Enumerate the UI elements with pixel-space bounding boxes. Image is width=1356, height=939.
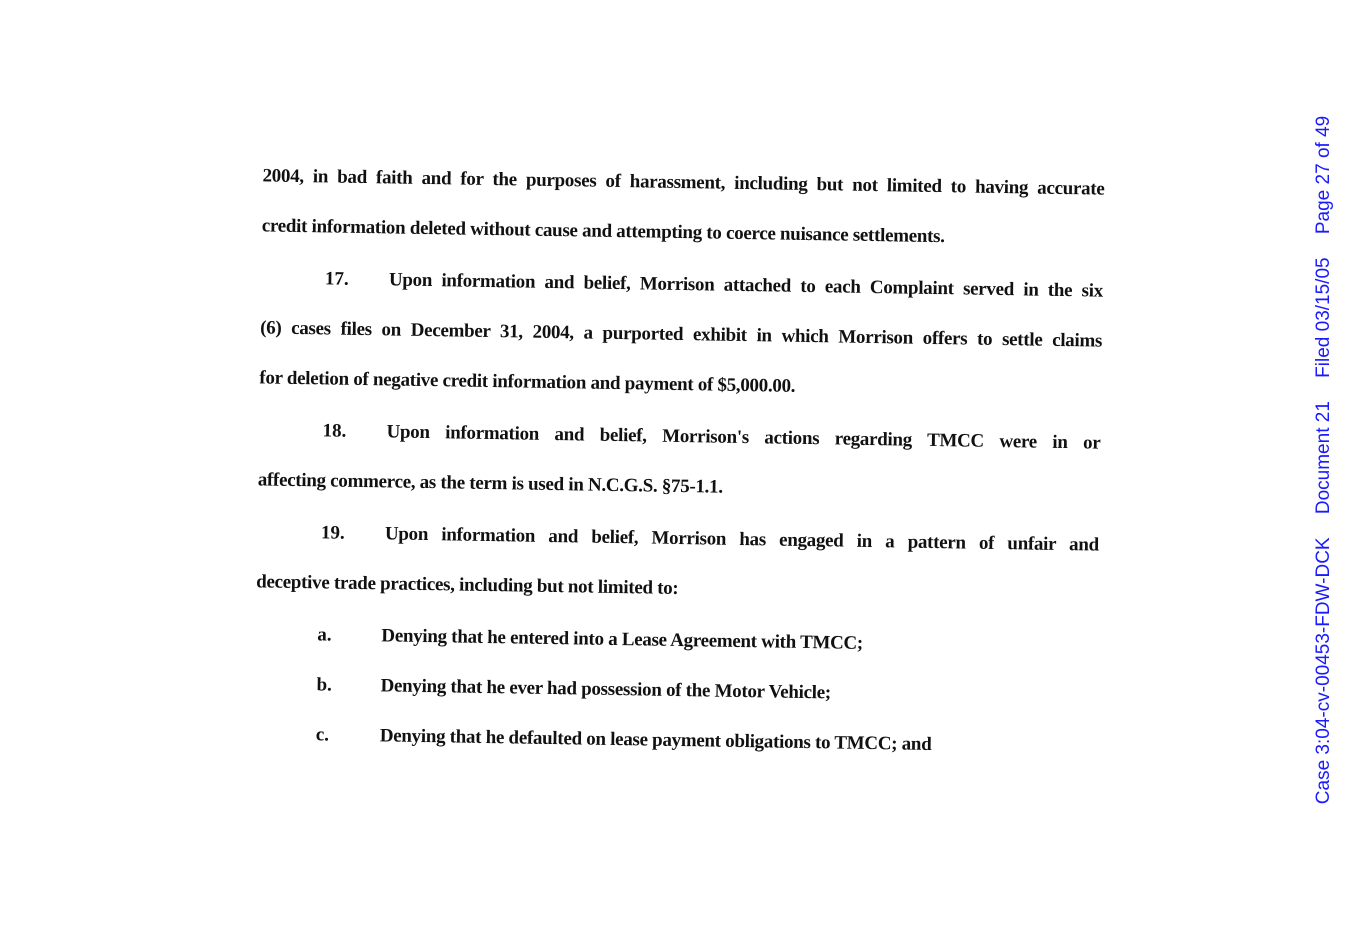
text-line: deceptive trade practices, including but not limited to:: [256, 571, 679, 599]
list-item: Denying that he entered into a Lease Agreement with TMCC;: [381, 625, 864, 654]
page-number: Page 27 of 49: [1313, 115, 1334, 235]
text-line: for deletion of negative credit information and payment of $5,000.00.: [259, 367, 796, 397]
text-line: Upon information and belief, Morrison attached to each Complaint served in the six: [388, 269, 1104, 302]
text-line: (6) cases files on December 31, 2004, a purported exhibit in which Morrison offers to settle claims: [260, 317, 1103, 352]
filed-date: Filed 03/15/05: [1313, 257, 1334, 378]
court-filing-stamp: [1313, 116, 1335, 804]
text-line: Upon information and belief, Morrison's actions regarding TMCC were in or: [386, 421, 1101, 454]
document-number: Document 21: [1313, 401, 1334, 515]
text-line: affecting commerce, as the term is used in N.C.G.S. §75-1.1.: [257, 469, 723, 498]
paragraph-number-18: 18.: [322, 420, 347, 442]
text-line: 2004, in bad faith and for the purposes of harassment, including but not limited to having accurate: [262, 165, 1105, 200]
list-item: Denying that he ever had possession of the Motor Vehicle;: [380, 675, 832, 704]
text-line: Upon information and belief, Morrison has engaged in a pattern of unfair and: [384, 523, 1100, 556]
paragraph-number-19: 19.: [320, 522, 345, 544]
case-number: Case 3:04-cv-00453-FDW-DCK: [1313, 537, 1334, 805]
list-item-letter: c.: [315, 724, 330, 746]
text-line: credit information deleted without cause and attempting to coerce nuisance settlements.: [261, 215, 945, 248]
paragraph-number-17: 17.: [324, 268, 349, 290]
list-item-letter: b.: [316, 674, 333, 696]
list-item-letter: a.: [317, 624, 332, 646]
list-item: Denying that he defaulted on lease payment obligations to TMCC; and: [379, 725, 932, 755]
